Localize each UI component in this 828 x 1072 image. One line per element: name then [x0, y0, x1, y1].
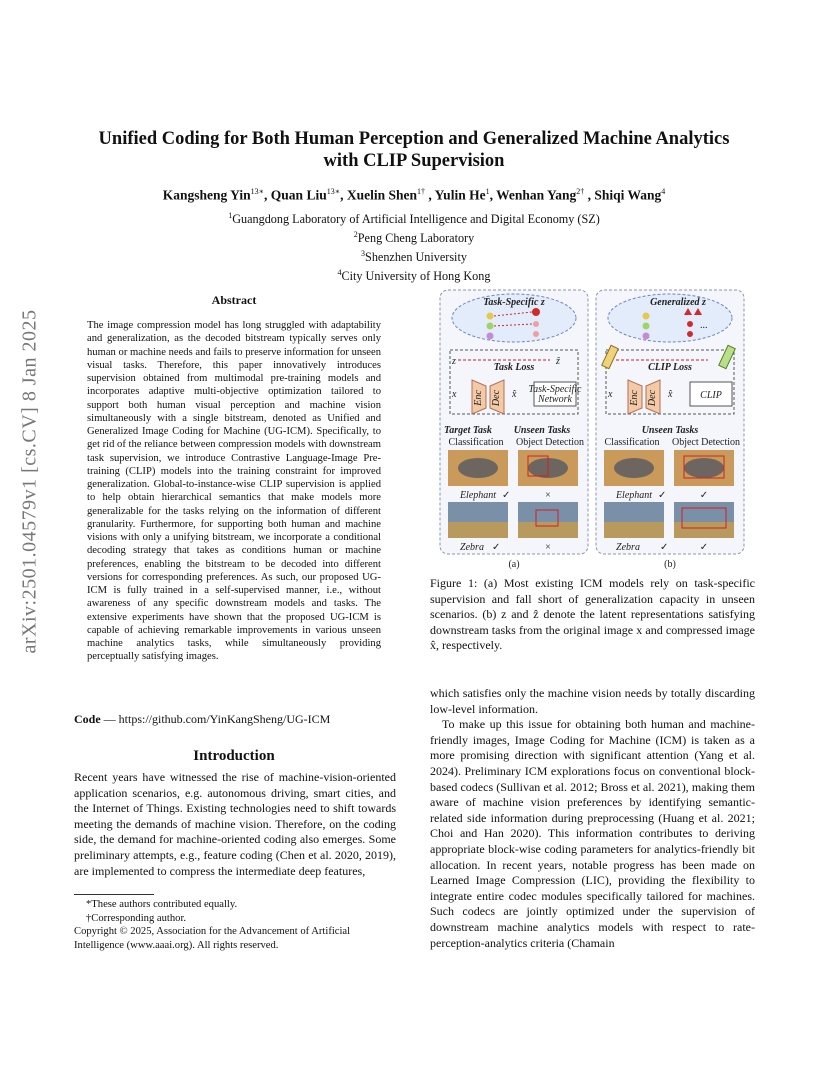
xhat-label: x̂: [512, 389, 517, 400]
zebra-label: Zebra: [460, 542, 484, 553]
x-label: x: [452, 389, 457, 400]
affiliation: $^3$Shenzhen University: [361, 249, 467, 265]
latent-dot: [532, 308, 540, 316]
latent-dot: [643, 323, 650, 330]
author-sup: 4: [661, 187, 666, 196]
author-sup: 2†: [576, 187, 585, 196]
author: Quan Liu: [270, 187, 327, 203]
enc-label: Enc: [629, 390, 640, 406]
affiliation: $^4$City University of Hong Kong: [337, 268, 491, 284]
target-task-label: Target Task: [444, 425, 492, 436]
latent-dot: [643, 313, 650, 320]
affiliation: $^1$Guangdong Laboratory of Artificial Intelligence and Digital Economy (SZ): [228, 211, 600, 227]
arxiv-stamp: arXiv:2501.04579v1 [cs.CV] 8 Jan 2025: [18, 309, 41, 654]
clip-label: CLIP: [700, 390, 722, 401]
task-network-label: Task-Specific: [528, 384, 582, 395]
check-icon: ✓: [699, 542, 709, 553]
author-list: Kangsheng Yin$^{13∗}$, Quan Liu$^{13∗}$, Xuelin Shen$^{1\dagger}$ , Yulin He$^1$, Wenhan Yang$^{2\dagger}$ , Shiqi Wang$^4$: [162, 187, 666, 203]
title-line-1: Unified Coding for Both Human Perception and Generalized Machine Analytics: [98, 129, 730, 149]
xhat-label: x̂: [668, 389, 673, 400]
author: Wenhan Yang: [496, 187, 577, 203]
affiliations: [60, 208, 768, 284]
affiliation: $^2$Peng Cheng Laboratory: [353, 230, 475, 246]
label-b: (b): [664, 559, 676, 570]
figure-caption: Figure 1: (a) Most existing ICM models rely on task-specific supervision and fall short of generalization capacity in unseen scenarios. (b) z and ẑ denote the latent representations satisfying downstream tasks from the original image x and compressed image x̂, respectively.: [430, 576, 755, 653]
check-icon: ✓: [502, 490, 511, 501]
latent-dot: [487, 323, 494, 330]
elephant-label: Elephant: [615, 490, 653, 501]
task-network-label: Network: [538, 394, 572, 405]
footnote: *These authors contributed equally.: [86, 899, 238, 910]
author: Shiqi Wang: [594, 187, 662, 203]
author-sup: 13∗: [326, 187, 341, 196]
intro-text: Recent years have witnessed the rise of machine-vision-oriented application scenarios, e.g. autonomous driving, smart cities, and the Internet of Things. Existing technologies need to shift towards meeting the demands of machine vision. Therefore, on the coding side, the demand for machine-oriented coding also emerges. Some preliminary attempts, e.g., feature coding (Chen et al. 2020, 2019), are implemented to compress the intermediate deep features,: [74, 770, 396, 878]
check-icon: ✓: [660, 542, 669, 553]
footnote-rule: [74, 894, 154, 895]
code-label: Code: [74, 712, 101, 726]
detection-label: Object Detection: [671, 437, 741, 448]
author-sup: 13∗: [250, 187, 265, 196]
x-label: x: [608, 389, 613, 400]
latent-dot: [643, 333, 650, 340]
footnote: †Corresponding author.: [86, 912, 187, 924]
footnotes: [74, 898, 396, 952]
paper-title: [60, 128, 768, 172]
zhat-label: ẑ: [556, 356, 560, 367]
author: Kangsheng Yin: [162, 187, 251, 203]
check-icon: ✓: [658, 490, 667, 501]
latent-dot: [487, 313, 494, 320]
latent-dot: [533, 331, 539, 337]
author-sup: 1†: [417, 187, 426, 196]
intro-heading: Introduction: [193, 748, 275, 764]
dec-label: Dec: [647, 389, 658, 407]
classification-label: Classification: [448, 437, 504, 448]
latent-dot: [487, 333, 494, 340]
abstract-text: The image compression model has long struggled with adaptability and generalization, as the decoded bitstream typically serves only human or machine needs and fails to preserve information for unseen visual tasks. Therefore, this paper innovatively introduces supervision obtained from multimodal pre-training models and incorporates adaptive multi-objective optimization tailored to support both human visual perception and machine vision simultaneously with a single bitstream, denoted as Unified and Generalized Image Coding for Machine (UG-ICM). Specifically, to get rid of the reliance between compression models with downstream task supervision, we introduce Contrastive Language-Image Pre-training (CLIP) models into the training constraint for improved generalization. Global-to-instance-wise CLIP supervision is applied to help obtain hierarchical semantics that make models more generalizable for the tasks relying on the information of different granularity. Furthermore, for supporting both human and machine visions with only a unifying bitstream, we incorporate a conditional decoding strategy that takes as conditions human or machine preferences, enabling the bitstream to be decoded into different versions for corresponding preferences. As such, our proposed UG-ICM is fully trained in a self-supervised manner, i.e., without awareness of any specific downstream models and tasks. The extensive experiments have shown that the proposed UG-ICM is capable of achieving remarkable improvements in various unseen machine analytics tasks, while simultaneously providing perceptually satisfying images.: [87, 320, 381, 663]
cross-icon: ×: [545, 490, 551, 501]
cloud-a-label: Task-Specific z: [483, 297, 545, 308]
classification-label: Classification: [604, 437, 660, 448]
cloud-b-label: Generalized z: [650, 297, 706, 308]
title-line-2: with CLIP Supervision: [323, 151, 505, 171]
figure-1: [438, 288, 746, 572]
copyright: Copyright © 2025, Association for the Advancement of Artificial Intelligence (www.aaai.org). All rights reserved.: [74, 926, 351, 951]
unseen-tasks-label: Unseen Tasks: [641, 425, 699, 436]
check-icon: ✓: [699, 490, 709, 501]
ellipsis: ...: [700, 320, 708, 331]
dec-label: Dec: [491, 389, 502, 407]
code-line: [74, 712, 394, 727]
author: Yulin He: [434, 187, 486, 203]
author: Xuelin Shen: [346, 187, 418, 203]
abstract-heading: Abstract: [211, 293, 257, 307]
z-label: z: [452, 356, 456, 367]
detection-label: Object Detection: [515, 437, 585, 448]
check-icon: ✓: [492, 542, 501, 553]
right-column-text: [430, 686, 755, 951]
latent-dot: [533, 321, 539, 327]
enc-label: Enc: [473, 390, 484, 406]
code-link[interactable]: — https://github.com/YinKangSheng/UG-ICM: [100, 712, 331, 726]
unseen-tasks-label: Unseen Tasks: [513, 425, 571, 436]
paragraph: To make up this issue for obtaining both human and machine-friendly images, Image Coding for Machine (ICM) is taken as a more promising direction with significant attention (Yang et al. 2024). Preliminary ICM explorations focus on conventional block-based codecs (Sullivan et al. 2012; Bross et al. 2021), making them aware of machine vision preferences by identifying semantic-related side information during preprocessing (Huang et al. 2021; Choi and Han 2020). This information contributes to deriving appropriate block-wise coding parameters for analytics-friendly bit allocation. In recent years, notable progress has been made on Learned Image Compression (LIC), providing the flexibility to integrate entire codec modules specifically tailored for machines. Such codecs are jointly optimized under the supervision of downstream machine analytics models with respect to rate-perception-analytics criteria (Chamain: [430, 717, 755, 950]
task-loss-label: Task Loss: [493, 362, 535, 373]
elephant-label: Elephant: [459, 490, 497, 501]
author-sup: 1: [485, 187, 490, 196]
zebra-label: Zebra: [616, 542, 640, 553]
clip-loss-label: CLIP Loss: [648, 362, 692, 373]
label-a: (a): [508, 559, 520, 570]
cross-icon: ×: [545, 542, 551, 553]
paragraph: which satisfies only the machine vision needs by totally discarding low-level information.: [430, 686, 755, 716]
